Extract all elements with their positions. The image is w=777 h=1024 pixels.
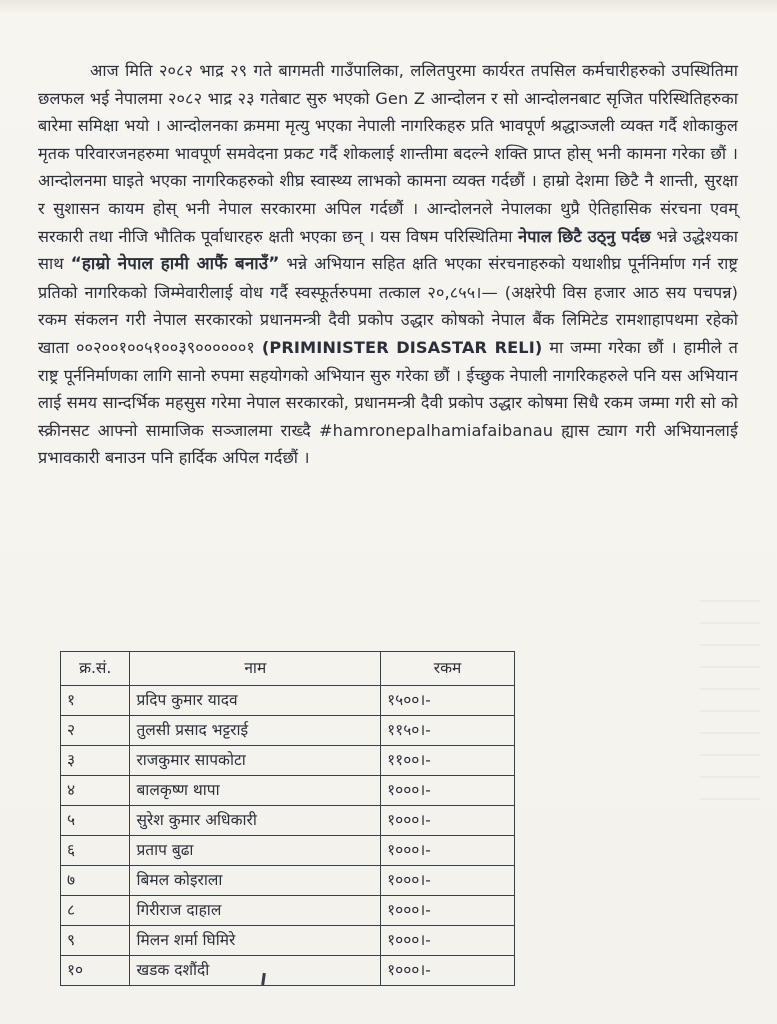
row-name: सुरेश कुमार अधिकारी bbox=[130, 806, 381, 836]
row-amount: ११५०।- bbox=[381, 716, 515, 746]
table-row bbox=[61, 956, 515, 986]
row-amount: १०००।- bbox=[381, 866, 515, 896]
lead-text: यस विषम परिस्थितिमा bbox=[380, 226, 513, 246]
row-name: प्रदिप कुमार यादव bbox=[130, 686, 381, 716]
row-name: तुलसी प्रसाद भट्टराई bbox=[130, 716, 381, 746]
table-row bbox=[61, 806, 515, 836]
row-name: बिमल कोइराला bbox=[130, 866, 381, 896]
row-serial: ५ bbox=[61, 806, 130, 836]
header-serial: क्र.सं. bbox=[61, 652, 130, 686]
row-amount: १०००।- bbox=[381, 836, 515, 866]
header-name: नाम bbox=[130, 652, 381, 686]
closing-text: ह्यास ट्याग गरी अभियानलाई प्रभावकारी बनाउन पनि हार्दिक अपिल गर्दछौं । bbox=[38, 420, 738, 468]
account-name: (PRIMINISTER DISASTAR RELI) bbox=[261, 337, 543, 357]
campaign-name: “हाम्रो नेपाल हामी आफैं बनाउँ” bbox=[70, 254, 280, 275]
row-serial: ४ bbox=[61, 776, 130, 806]
row-name: गिरीराज दाहाल bbox=[130, 896, 381, 926]
table-row bbox=[61, 866, 515, 896]
row-serial: ७ bbox=[61, 866, 130, 896]
row-serial: १ bbox=[61, 686, 130, 716]
row-name: राजकुमार सापकोटा bbox=[130, 746, 381, 776]
row-name: प्रताप बुढा bbox=[130, 836, 381, 866]
intro-text: आज मिति २०८२ भाद्र २९ गते बागमती गाउँपालिका, ललितपुरमा कार्यरत तपसिल कर्मचारीहरुको उपस्थितिमा छलफल भई नेपालमा २०८२ भाद्र २३ गतेबाट सुरु भएको Gen Z आन्दोलन र सो आन्दोलनबाट सृजित परिस्थितिहरुका बारेमा समिक्षा भयो । आन्दोलनका क्रममा मृत्यु भएका नेपाली नागरिकहरु प्रति भावपूर्ण श्रद्धाञ्जली व्यक्त गर्दै शोकाकुल मृतक परिवारजनहरुमा भावपूर्ण समवेदना प्रकट गर्दै शोकलाई शान्तीमा बदल्ने शक्ति प्राप्त होस् भनी कामना गरेका छौं । आन्दोलनमा घाइते भएका नागरिकहरुको शीघ्र स्वास्थ्य लाभको कामना व्यक्त गर्दछौं । हाम्रो देशमा छिटै नै शान्ती, सुरक्षा र सुशासन कायम होस् भनी नेपाल सरकारमा अपिल गर्दछौं । आन्दोलनले नेपालका थुप्रै ऐतिहासिक संरचना एवम् सरकारी तथा नीजि भौतिक पूर्वाधारहरु क्षती भएका छन् । bbox=[38, 61, 738, 246]
letter-paragraph bbox=[38, 57, 738, 472]
row-serial: २ bbox=[61, 716, 130, 746]
bleed-through-marks bbox=[700, 600, 760, 800]
table-header-row bbox=[61, 652, 515, 686]
body-text-a: भन्ने अभियान सहित क्षति भएका संरचनाहरुको यथाशीघ्र पूर्ननिर्माण गर्न राष्ट्र प्रतिको नागरिकको जिम्मेवारीलाई वोध गर्दै स्वस्फूर्तरुपमा तत्काल २०,८५५।— (अक्षरेपी विस हजार आठ सय पचपन्न) रकम संकलन गरी नेपाल सरकारको प्रधानमन्त्री दैवी प्रकोप उद्धार कोषको नेपाल बैंक लिमिटेड रामशाहापथमा रहेको खाता ००२००१००५१००३९००००००१ bbox=[38, 254, 738, 357]
table-row bbox=[61, 746, 515, 776]
row-serial: ६ bbox=[61, 836, 130, 866]
row-amount: ११००।- bbox=[381, 746, 515, 776]
row-serial: ८ bbox=[61, 896, 130, 926]
row-serial: ३ bbox=[61, 746, 130, 776]
purpose-text: भन्ने उद्धेश्यका साथ bbox=[38, 226, 739, 274]
table-row bbox=[61, 896, 515, 926]
row-amount: १०००।- bbox=[381, 806, 515, 836]
table-row bbox=[61, 926, 515, 956]
row-amount: १०००।- bbox=[381, 896, 515, 926]
row-serial: ९ bbox=[61, 926, 130, 956]
paper-edge bbox=[0, 0, 777, 14]
row-amount: १५००।- bbox=[381, 686, 515, 716]
row-name: बालकृष्ण थापा bbox=[130, 776, 381, 806]
table-row bbox=[61, 836, 515, 866]
hashtag: #hamronepalhamiafaibanau bbox=[318, 420, 554, 440]
contribution-table bbox=[60, 651, 515, 986]
row-amount: १०००।- bbox=[381, 956, 515, 986]
row-amount: १०००।- bbox=[381, 776, 515, 806]
table-row bbox=[61, 716, 515, 746]
slogan-text: नेपाल छिटै उठ्नु पर्दछ bbox=[518, 226, 651, 246]
row-amount: १०००।- bbox=[381, 926, 515, 956]
table-row bbox=[61, 686, 515, 716]
row-serial: १० bbox=[61, 956, 130, 986]
row-name: मिलन शर्मा घिमिरे bbox=[130, 926, 381, 956]
table-row bbox=[61, 776, 515, 806]
header-amount: रकम bbox=[381, 652, 515, 686]
body-text-b: मा जम्मा गरेका छौं । हामीले त राष्ट्र पूर्ननिर्माणका लागि सानो रुपमा सहयोगको अभियान सुरु गरेका छौं । ईच्छुक नेपाली नागरिकहरुले पनि यस अभियान लाई समय सान्दर्भिक महसुस गरेमा नेपाल सरकारको, प्रधानमन्त्री दैवी प्रकोप उद्धार कोषमा सिधै रकम जम्मा गरी सो को स्क्रीनसट आफ्नो सामाजिक सञ्जालमा राख्दै bbox=[38, 337, 738, 440]
row-name: खडक दशौंदी bbox=[130, 956, 381, 986]
letter-body bbox=[38, 57, 738, 472]
